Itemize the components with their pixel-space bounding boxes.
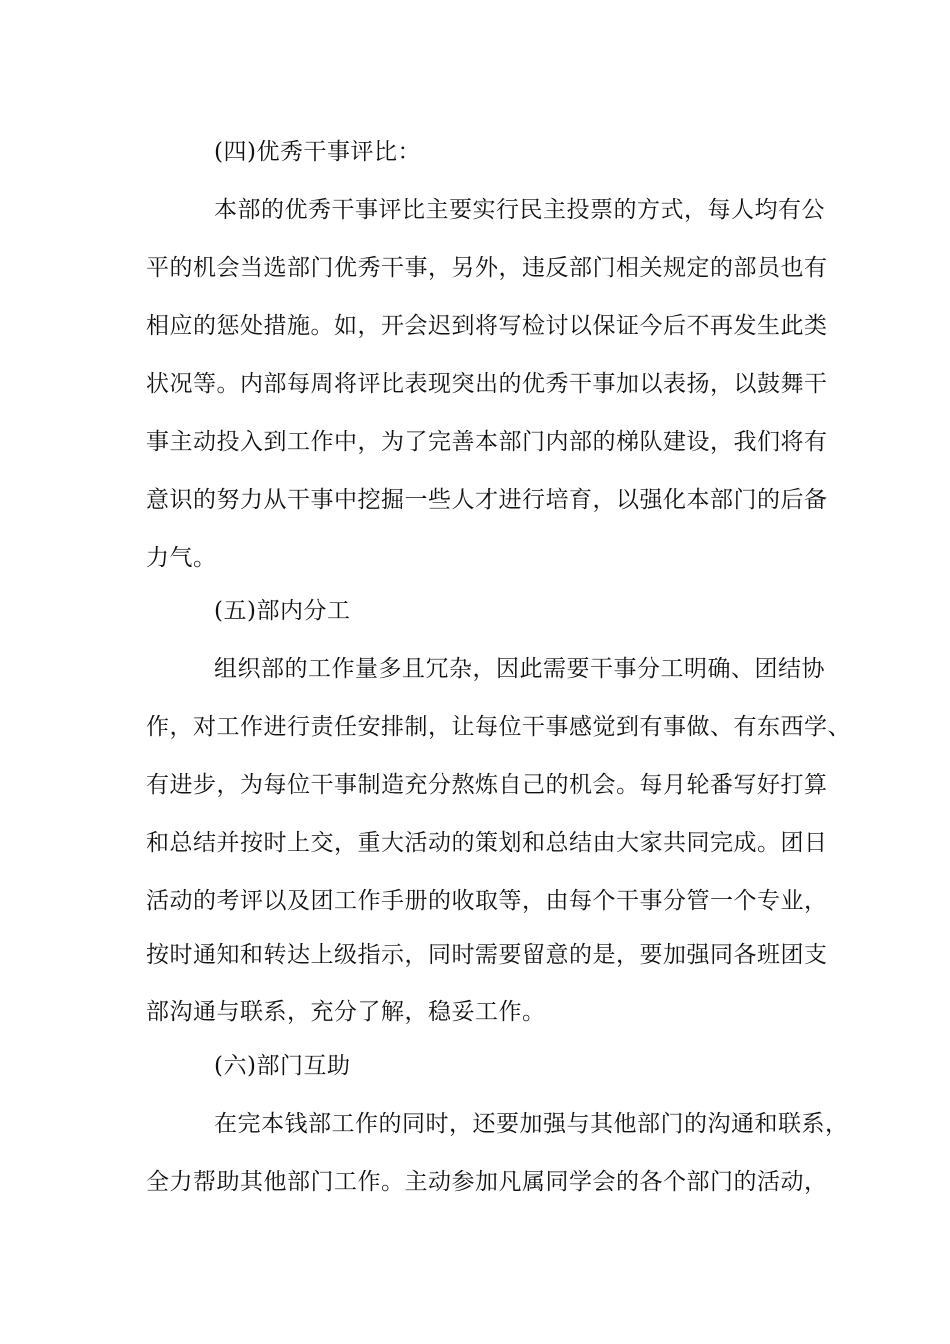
paragraph-line: 本部的优秀干事评比主要实行民主投票的方式，每人均有公 [214, 197, 825, 223]
paragraph-line: 在完本钱部工作的同时，还要加强与其他部门的沟通和联系， [214, 1111, 849, 1137]
paragraph-line: 意识的努力从干事中挖掘一些人才进行培育，以强化本部门的后备 [146, 487, 828, 513]
section-heading-6: (六)部门互助 [214, 1053, 351, 1079]
paragraph-line: 活动的考评以及团工作手册的收取等，由每个干事分管一个专业， [146, 888, 828, 914]
paragraph-line: 组织部的工作量多且冗杂，因此需要干事分工明确、团结协 [214, 656, 825, 682]
paragraph-line: 事主动投入到工作中，为了完善本部门内部的梯队建设，我们将有 [146, 429, 828, 455]
paragraph-line: 平的机会当选部门优秀干事，另外，违反部门相关规定的部员也有 [146, 255, 828, 281]
paragraph-line: 状况等。内部每周将评比表现突出的优秀干事加以表扬，以鼓舞干 [146, 371, 828, 397]
paragraph-line: 全力帮助其他部门工作。主动参加凡属同学会的各个部门的活动， [146, 1169, 828, 1195]
paragraph-line: 和总结并按时上交，重大活动的策划和总结由大家共同完成。团日 [146, 830, 828, 856]
paragraph-line: 有进步，为每位干事制造充分熬炼自己的机会。每月轮番写好打算 [146, 772, 828, 798]
paragraph-line: 相应的惩处措施。如，开会迟到将写检讨以保证今后不再发生此类 [146, 313, 828, 339]
section-heading-5: (五)部内分工 [214, 598, 351, 624]
paragraph-line: 作，对工作进行责任安排制，让每位干事感觉到有事做、有东西学、 [146, 714, 851, 740]
paragraph-line: 按时通知和转达上级指示，同时需要留意的是，要加强同各班团支 [146, 942, 828, 968]
section-heading-4: (四)优秀干事评比： [214, 139, 421, 165]
paragraph-line: 力气。 [146, 545, 217, 571]
paragraph-line: 部沟通与联系，充分了解，稳妥工作。 [146, 999, 546, 1025]
